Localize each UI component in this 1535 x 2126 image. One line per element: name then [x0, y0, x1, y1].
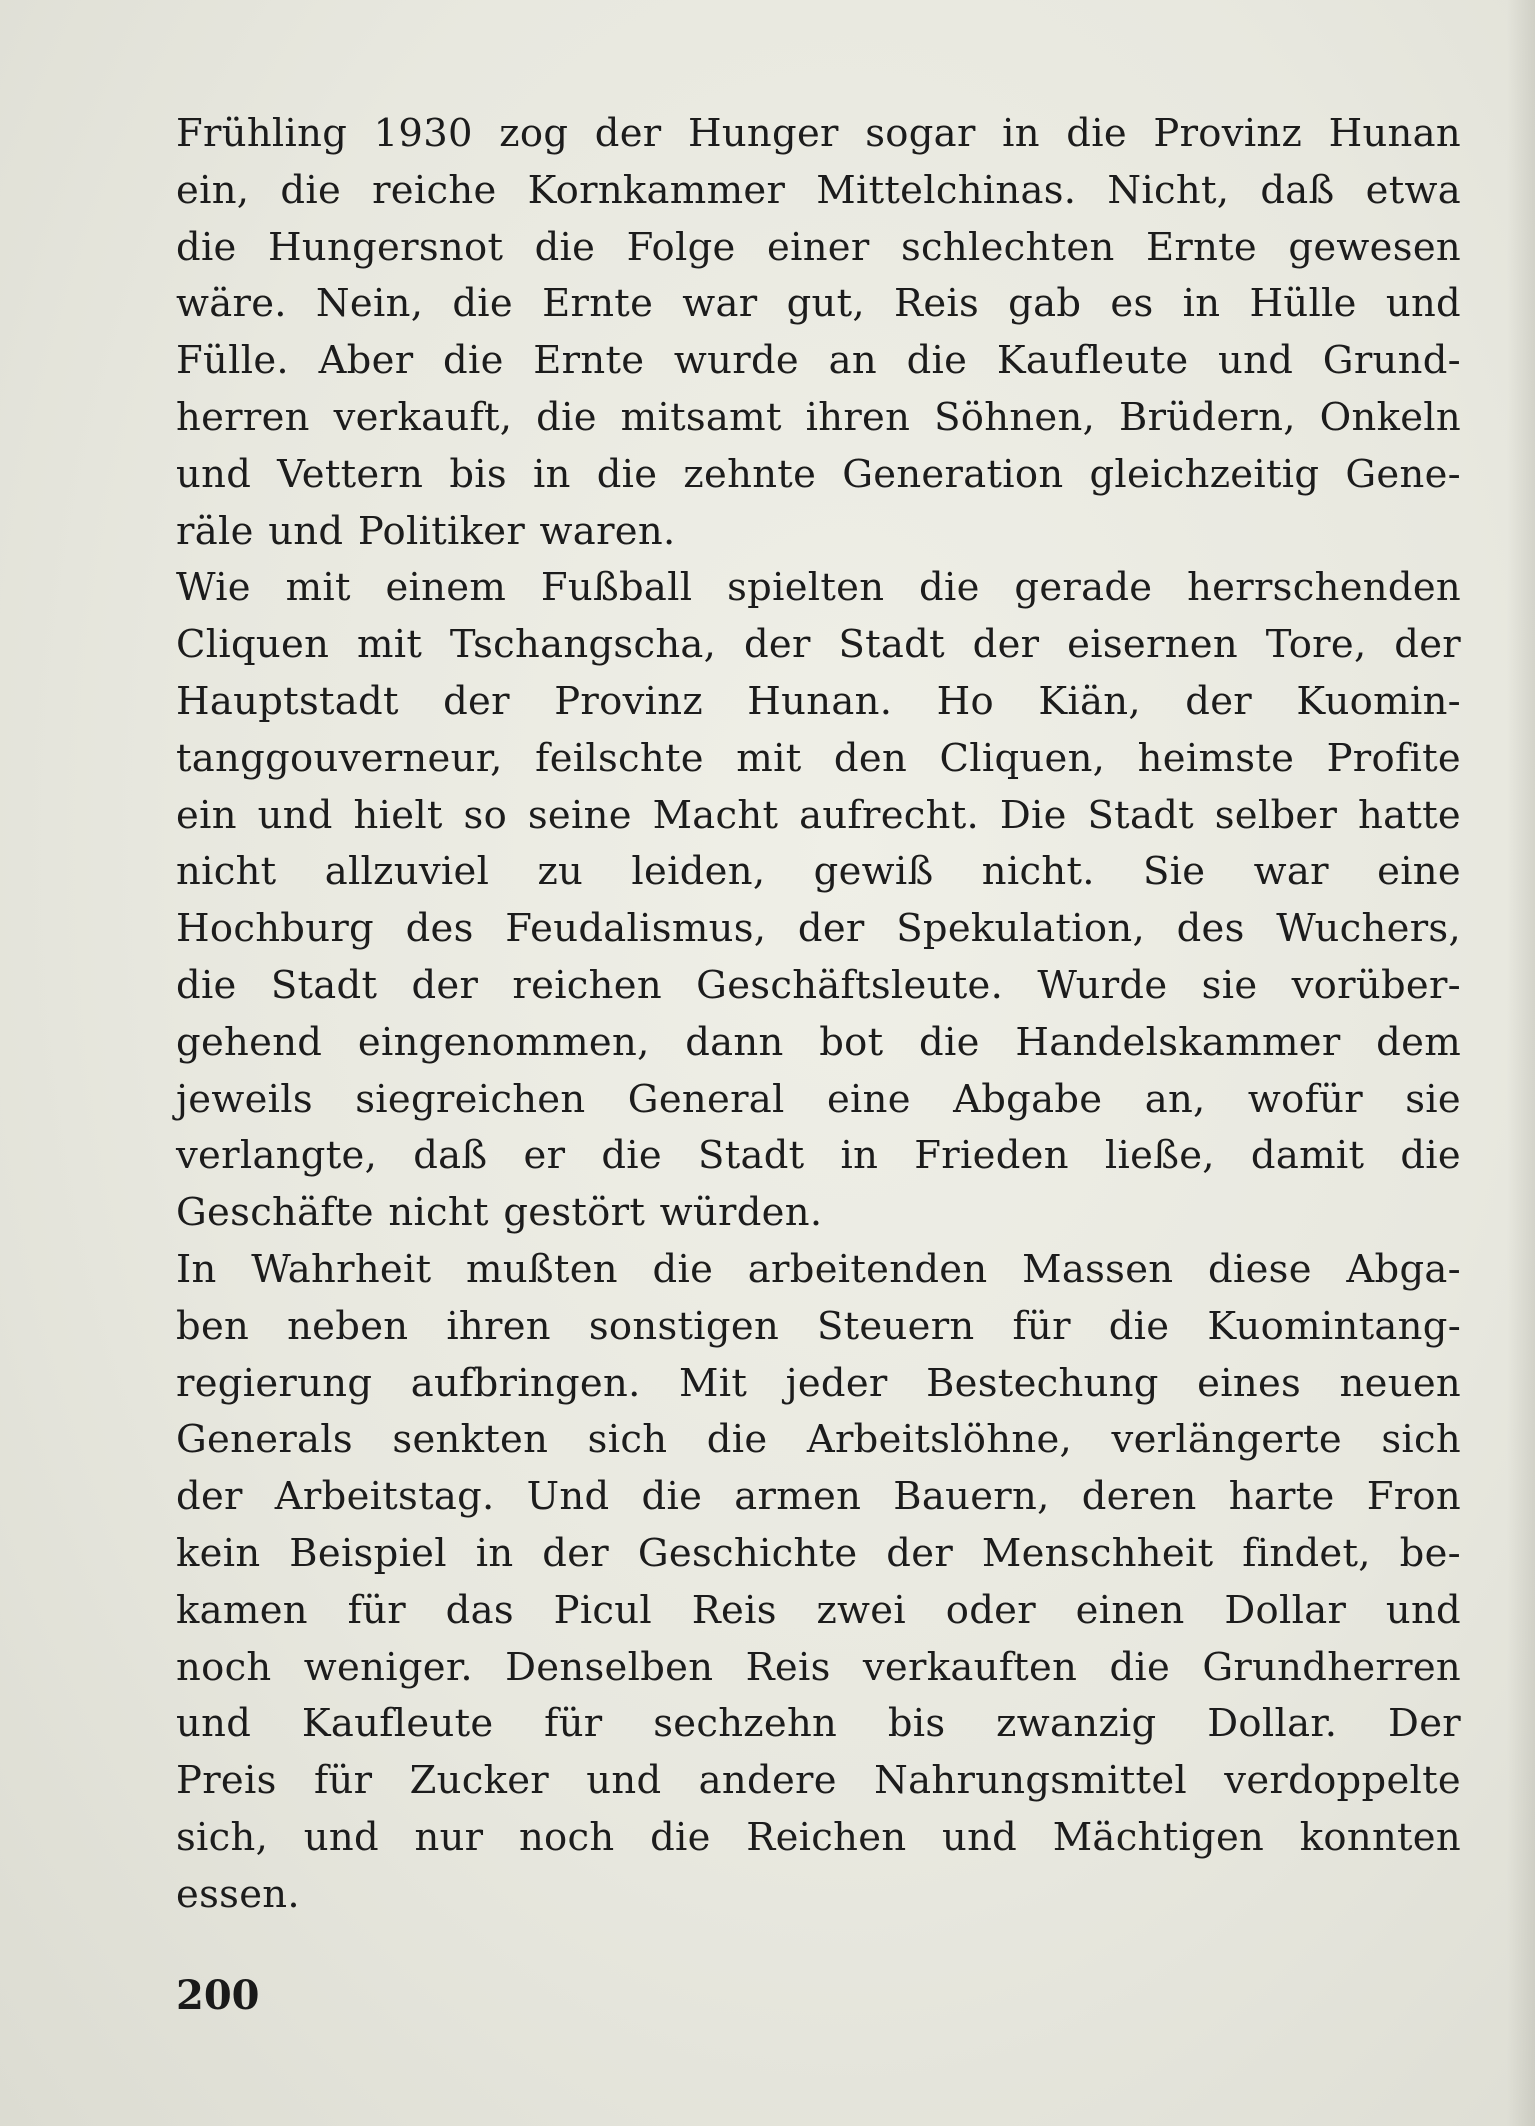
paragraph-3 [176, 1242, 1461, 1924]
text-line: ein und hielt so seine Macht aufrecht. Die Stadt selber hatte [176, 792, 1461, 838]
text-line: herren verkauft, die mitsamt ihren Söhnen, Brüdern, Onkeln [176, 394, 1461, 440]
text-line: und Vettern bis in die zehnte Generation gleichzeitig Gene- [176, 451, 1461, 497]
text-line: tanggouverneur, feilschte mit den Cliquen, heimste Profite [176, 735, 1461, 781]
text-line: der Arbeitstag. Und die armen Bauern, deren harte Fron [176, 1474, 1461, 1520]
text-line: noch weniger. Denselben Reis verkauften die Grundherren [176, 1644, 1461, 1690]
text-line: essen. [176, 1871, 300, 1917]
text-line: Preis für Zucker und andere Nahrungsmittel verdoppelte [176, 1758, 1461, 1804]
text-line: kein Beispiel in der Geschichte der Menschheit findet, be- [176, 1530, 1461, 1576]
text-line: In Wahrheit mußten die arbeitenden Massen diese Abga- [176, 1246, 1461, 1292]
text-line: Hochburg des Feudalismus, der Spekulation, des Wuchers, [176, 906, 1461, 952]
text-line: Wie mit einem Fußball spielten die gerade herrschenden [176, 565, 1461, 611]
text-line: ben neben ihren sonstigen Steuern für die Kuomintang- [176, 1303, 1461, 1349]
text-line: Generals senkten sich die Arbeitslöhne, verlängerte sich [176, 1417, 1461, 1463]
text-line: verlangte, daß er die Stadt in Frieden ließe, damit die [176, 1133, 1461, 1179]
text-line: jeweils siegreichen General eine Abgabe an, wofür sie [176, 1076, 1461, 1122]
text-line: nicht allzuviel zu leiden, gewiß nicht. Sie war eine [176, 849, 1461, 895]
text-line: wäre. Nein, die Ernte war gut, Reis gab es in Hülle und [176, 281, 1461, 327]
text-line: Geschäfte nicht gestört würden. [176, 1190, 823, 1236]
text-line: die Stadt der reichen Geschäftsleute. Wurde sie vorüber- [176, 962, 1461, 1008]
page-number: 200 [176, 1972, 260, 2019]
text-line: Frühling 1930 zog der Hunger sogar in die Provinz Hunan [176, 111, 1461, 156]
body-text [176, 106, 1461, 1924]
text-line: sich, und nur noch die Reichen und Mächtigen konnten [176, 1814, 1461, 1860]
text-line: und Kaufleute für sechzehn bis zwanzig Dollar. Der [176, 1701, 1461, 1747]
paragraph-1 [176, 106, 1461, 560]
text-line: die Hungersnot die Folge einer schlechten Ernte gewesen [176, 224, 1461, 270]
text-line: kamen für das Picul Reis zwei oder einen Dollar und [176, 1587, 1461, 1633]
text-line: ein, die reiche Kornkammer Mittelchinas. Nicht, daß etwa [176, 167, 1461, 213]
text-line: Fülle. Aber die Ernte wurde an die Kaufleute und Grund- [176, 338, 1461, 384]
text-line: regierung aufbringen. Mit jeder Bestechung eines neuen [176, 1360, 1461, 1406]
paragraph-2 [176, 560, 1461, 1242]
text-line: Cliquen mit Tschangscha, der Stadt der eisernen Tore, der [176, 622, 1461, 668]
page-edge-shadow [1507, 0, 1535, 2126]
text-line: räle und Politiker waren. [176, 508, 676, 554]
text-line: Hauptstadt der Provinz Hunan. Ho Kiän, der Kuomin- [176, 678, 1461, 724]
text-line: gehend eingenommen, dann bot die Handelskammer dem [176, 1019, 1461, 1065]
